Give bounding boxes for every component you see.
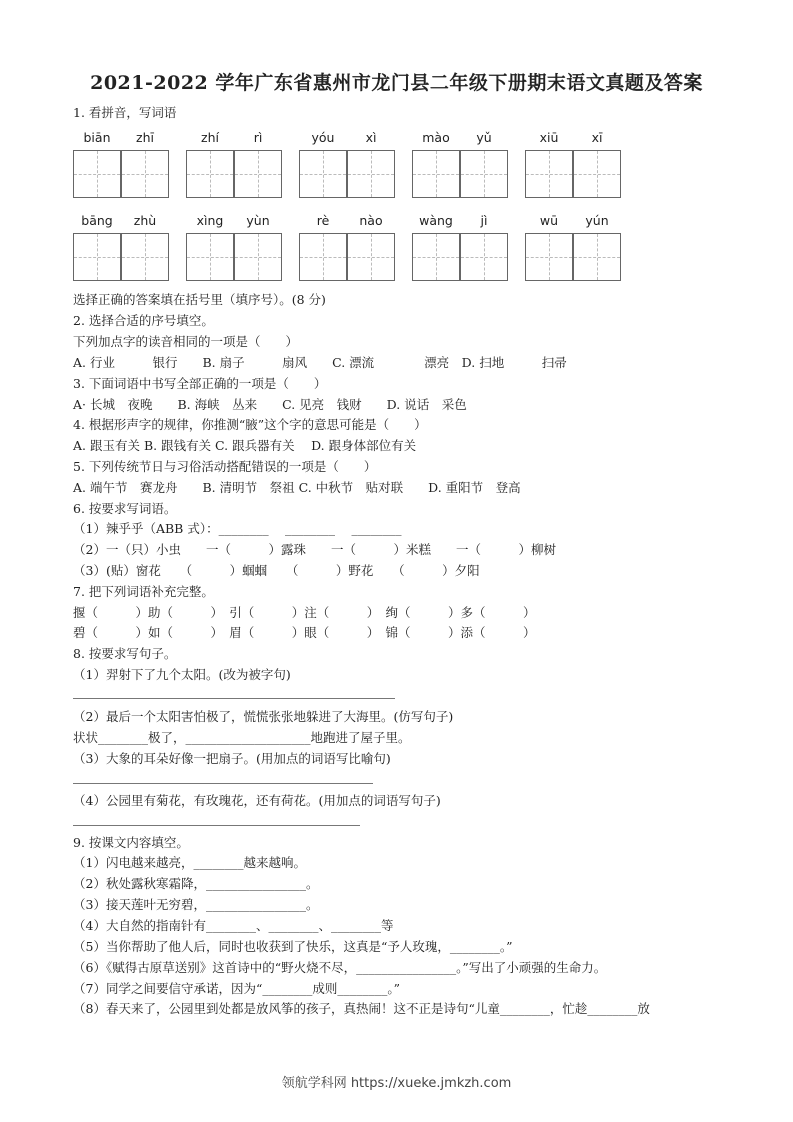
answer-line[interactable] xyxy=(73,825,360,826)
writing-grid-box[interactable] xyxy=(347,150,395,198)
q9-2: （2）秋处露秋寒霜降，________________。 xyxy=(73,876,319,891)
q1-heading: 1. 看拼音，写词语 xyxy=(73,105,177,120)
pinyin-syllable: xìng xyxy=(196,213,224,228)
writing-grid-box[interactable] xyxy=(73,150,121,198)
pinyin-word-7 xyxy=(186,213,283,283)
pinyin-word-3 xyxy=(299,130,396,200)
pinyin-word-6 xyxy=(73,213,170,283)
pinyin-syllable: jì xyxy=(480,213,488,228)
pinyin-syllable: zhù xyxy=(133,213,157,228)
pinyin-syllable: yǔ xyxy=(476,130,492,145)
pinyin-syllable: nào xyxy=(359,213,383,228)
q8-heading: 8. 按要求写句子。 xyxy=(73,646,177,661)
pinyin-word-8 xyxy=(299,213,396,283)
writing-grid-box[interactable] xyxy=(573,150,621,198)
writing-grid-box[interactable] xyxy=(299,233,347,281)
writing-grid-box[interactable] xyxy=(234,233,282,281)
writing-grid-box[interactable] xyxy=(299,150,347,198)
pinyin-syllable: yóu xyxy=(311,130,335,145)
writing-grid-box[interactable] xyxy=(525,150,573,198)
pinyin-syllable: wū xyxy=(539,213,559,228)
pinyin-syllable: yùn xyxy=(246,213,270,228)
pinyin-word-10 xyxy=(525,213,622,283)
q8-3: （3）大象的耳朵好像一把扇子。(用加点的词语写比喻句) xyxy=(73,751,391,766)
q7-row-1: 揠（ ）助（ ） 引（ ）注（ ） 绚（ ）多（ ） xyxy=(73,605,536,620)
q6-3: （3）(贴）窗花 （ ）蝈蝈 （ ）野花 （ ）夕阳 xyxy=(73,563,480,578)
q9-1: （1）闪电越来越亮，________越来越响。 xyxy=(73,855,306,870)
writing-grid-box[interactable] xyxy=(412,233,460,281)
q9-8: （8）春天来了，公园里到处都是放风筝的孩子，真热闹！这不正是诗句“儿童________，忙趁________放 xyxy=(73,1001,650,1016)
q6-2: （2）一（只）小虫 一（ ）露珠 一（ ）米糕 一（ ）柳树 xyxy=(73,542,556,557)
q5-stem: 5. 下列传统节日与习俗活动搭配错误的一项是（ ） xyxy=(73,459,377,474)
q8-1: （1）羿射下了九个太阳。(改为被字句) xyxy=(73,667,291,682)
pinyin-syllable: mào xyxy=(422,130,450,145)
pinyin-syllable: xiū xyxy=(539,130,559,145)
q8-2: （2）最后一个太阳害怕极了，慌慌张张地躲进了大海里。(仿写句子) xyxy=(73,709,454,724)
pinyin-word-4 xyxy=(412,130,509,200)
pinyin-syllable: bāng xyxy=(81,213,113,228)
q9-5: （5）当你帮助了他人后，同时也收获到了快乐，这真是“予人玫瑰，________。” xyxy=(73,939,513,954)
pinyin-syllable: rè xyxy=(316,213,330,228)
writing-grid-box[interactable] xyxy=(186,150,234,198)
pinyin-syllable: xī xyxy=(591,130,603,145)
writing-grid-box[interactable] xyxy=(121,150,169,198)
pinyin-word-2 xyxy=(186,130,283,200)
pinyin-syllable: zhí xyxy=(201,130,219,145)
pinyin-syllable: wàng xyxy=(419,213,453,228)
writing-grid-box[interactable] xyxy=(186,233,234,281)
q9-heading: 9. 按课文内容填空。 xyxy=(73,835,189,850)
pinyin-word-9 xyxy=(412,213,509,283)
writing-grid-box[interactable] xyxy=(234,150,282,198)
pinyin-syllable: zhī xyxy=(136,130,154,145)
q3-options: A· 长城 夜晚 B. 海峡 丛来 C. 见亮 钱财 D. 说话 采色 xyxy=(73,397,467,412)
instruction-line: 选择正确的答案填在括号里（填序号）。(8 分) xyxy=(73,292,326,307)
writing-grid-box[interactable] xyxy=(121,233,169,281)
pinyin-word-5 xyxy=(525,130,622,200)
pinyin-syllable: rì xyxy=(253,130,263,145)
writing-grid-box[interactable] xyxy=(412,150,460,198)
pinyin-syllable: yún xyxy=(585,213,609,228)
writing-grid-box[interactable] xyxy=(460,233,508,281)
q2-1-options: A. 行业 银行 B. 扇子 扇风 C. 漂流 漂亮 D. 扫地 扫帚 xyxy=(73,355,567,370)
q9-3: （3）接天莲叶无穷碧，________________。 xyxy=(73,897,319,912)
writing-grid-box[interactable] xyxy=(73,233,121,281)
writing-grid-box[interactable] xyxy=(573,233,621,281)
q7-row-2: 碧（ ）如（ ） 眉（ ）眼（ ） 锦（ ）添（ ） xyxy=(73,625,536,640)
q6-heading: 6. 按要求写词语。 xyxy=(73,501,177,516)
answer-line[interactable] xyxy=(73,783,373,784)
q4-options: A. 跟玉有关 B. 跟钱有关 C. 跟兵器有关 D. 跟身体部位有关 xyxy=(73,438,417,453)
q7-heading: 7. 把下列词语补充完整。 xyxy=(73,584,214,599)
q9-7: （7）同学之间要信守承诺，因为“________成则________。” xyxy=(73,981,400,996)
q4-stem: 4. 根据形声字的规律，你推测“腋”这个字的意思可能是（ ） xyxy=(73,417,427,432)
q8-4: （4）公园里有菊花，有玫瑰花，还有荷花。(用加点的词语写句子) xyxy=(73,793,441,808)
q2-heading: 2. 选择合适的序号填空。 xyxy=(73,313,214,328)
writing-grid-box[interactable] xyxy=(460,150,508,198)
pinyin-word-1 xyxy=(73,130,170,200)
footer-watermark: 领航学科网 https://xueke.jmkzh.com xyxy=(281,1076,512,1091)
writing-grid-box[interactable] xyxy=(347,233,395,281)
answer-line[interactable] xyxy=(73,698,395,699)
q8-2-template: 状状________极了，____________________地跑进了屋子里。 xyxy=(73,730,411,745)
pinyin-syllable: biān xyxy=(83,130,111,145)
pinyin-syllable: xì xyxy=(365,130,377,145)
q5-options: A. 端午节 赛龙舟 B. 清明节 祭祖 C. 中秋节 贴对联 D. 重阳节 登高 xyxy=(73,480,521,495)
document-title: 2021-2022 学年广东省惠州市龙门县二年级下册期末语文真题及答案 xyxy=(90,72,703,94)
q9-4: （4）大自然的指南针有________、________、________等 xyxy=(73,918,394,933)
q3-stem: 3. 下面词语中书写全部正确的一项是（ ） xyxy=(73,376,327,391)
q2-1-stem: 下列加点字的读音相同的一项是（ ） xyxy=(73,334,299,349)
q6-1: （1）辣乎乎（ABB 式）：________ ________ ________ xyxy=(73,521,402,536)
q9-6: （6）《赋得古原草送别》这首诗中的“野火烧不尽，________________。”写出了小顽强的生命力。 xyxy=(73,960,607,975)
writing-grid-box[interactable] xyxy=(525,233,573,281)
